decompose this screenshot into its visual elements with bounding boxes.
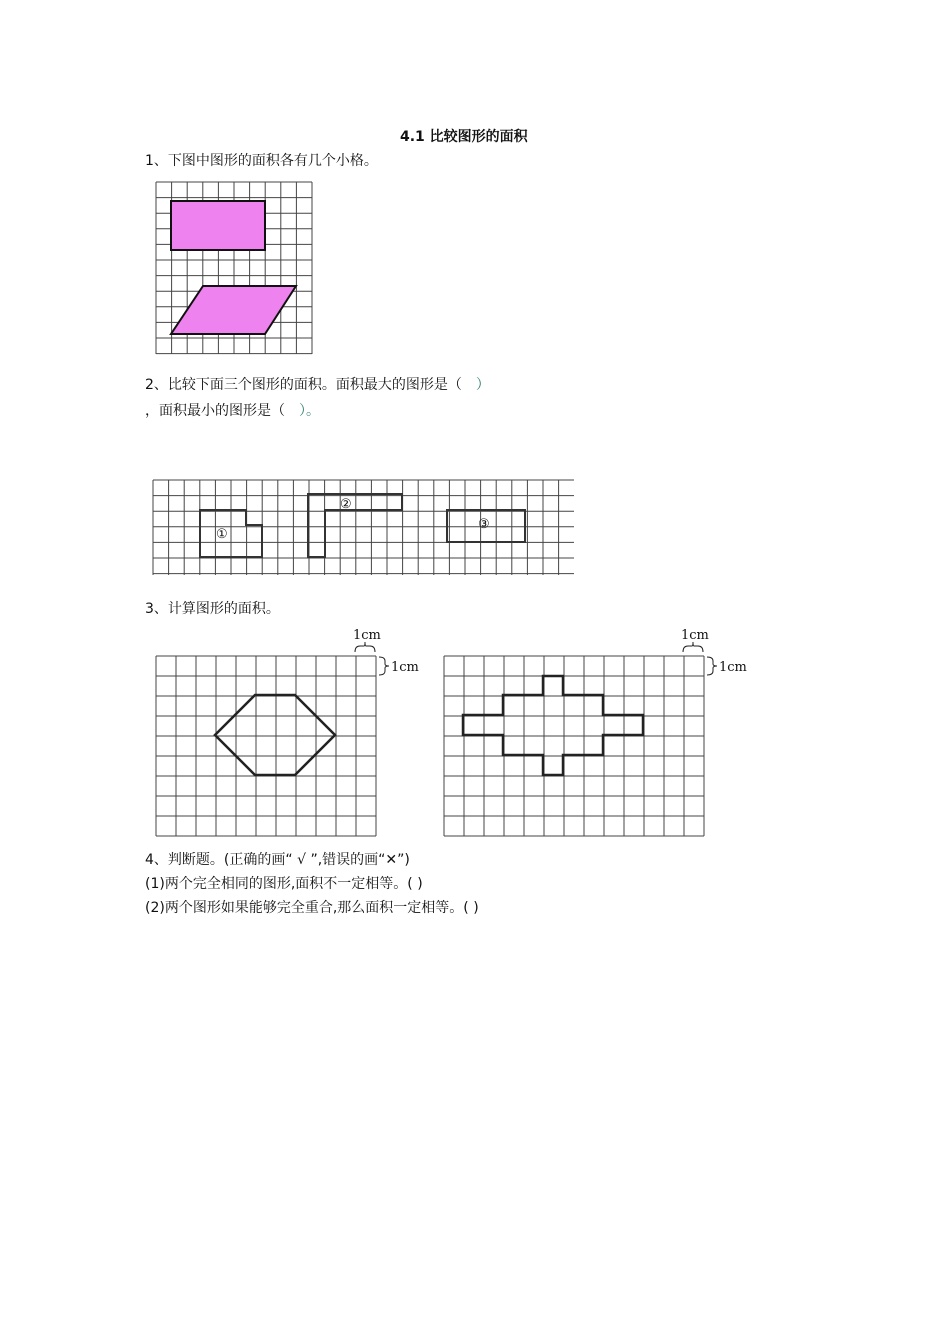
cross-shape bbox=[463, 676, 643, 775]
shape-3-label: ③ bbox=[478, 517, 490, 532]
pink-parallelogram bbox=[171, 286, 296, 334]
shape-2-label: ② bbox=[340, 497, 352, 512]
unit-label-top: 1cm bbox=[353, 628, 381, 643]
q3-hexagon-figure bbox=[155, 628, 425, 828]
question-4-item-2: (2)两个图形如果能够完全重合,那么面积一定相等。( ) bbox=[145, 900, 479, 916]
q3-cross-figure bbox=[443, 628, 753, 828]
hexagon bbox=[215, 695, 335, 775]
q1-grid-figure bbox=[148, 178, 318, 358]
page-title: 4.1 比较图形的面积 bbox=[400, 129, 528, 145]
pink-rectangle bbox=[171, 201, 265, 250]
unit-label-top-2: 1cm bbox=[681, 628, 709, 643]
q2-grid-figure bbox=[150, 477, 580, 577]
shape-2 bbox=[308, 494, 402, 557]
question-3-text: 3、计算图形的面积。 bbox=[145, 601, 280, 617]
unit-label-side-2: 1cm bbox=[719, 660, 747, 675]
question-2-line2: ，面积最小的图形是（ ）。 bbox=[145, 403, 320, 419]
shape-1-label: ① bbox=[216, 527, 228, 542]
unit-label-side: 1cm bbox=[391, 660, 419, 675]
question-2-line1: 2、比较下面三个图形的面积。面积最大的图形是（ ） bbox=[145, 377, 490, 393]
question-4-item-1: (1)两个完全相同的图形,面积不一定相等。( ) bbox=[145, 876, 423, 892]
question-4-heading: 4、判断题。(正确的画“ √ ”,错误的画“✕”) bbox=[145, 852, 410, 868]
question-1-text: 1、下图中图形的面积各有几个小格。 bbox=[145, 153, 378, 169]
